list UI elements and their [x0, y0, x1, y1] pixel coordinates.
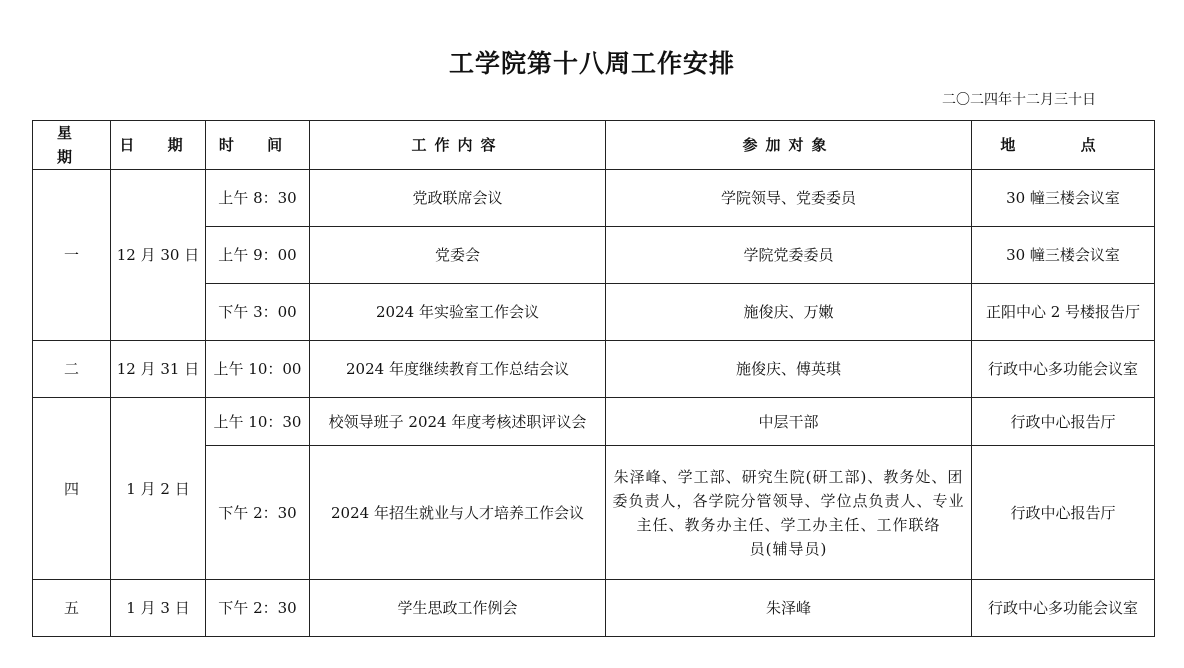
date-cell: 1 月 3 日: [111, 580, 206, 637]
table-row: [33, 398, 1155, 446]
attendees-text-tail: 员(辅导员): [749, 539, 828, 558]
document-date: 二〇二四年十二月三十日: [942, 92, 1096, 108]
attendees-cell: 朱泽峰: [606, 580, 972, 637]
attendees-cell: 学院领导、党委委员: [606, 170, 972, 227]
table-row: [33, 341, 1155, 398]
location-cell: 行政中心报告厅: [972, 398, 1155, 446]
weekday-cell: 一: [33, 170, 111, 341]
content-cell: 2024 年招生就业与人才培养工作会议: [310, 446, 606, 580]
attendees-cell: [606, 446, 972, 580]
time-cell: 上午 9：00: [206, 227, 310, 284]
content-cell: 2024 年实验室工作会议: [310, 284, 606, 341]
schedule-table: [32, 120, 1155, 637]
weekday-cell: 五: [33, 580, 111, 637]
table-header-row: [33, 121, 1155, 170]
location-cell: 行政中心多功能会议室: [972, 580, 1155, 637]
location-cell: 行政中心多功能会议室: [972, 341, 1155, 398]
time-cell: 下午 2：30: [206, 446, 310, 580]
attendees-cell: 施俊庆、万嫩: [606, 284, 972, 341]
time-cell: 下午 2：30: [206, 580, 310, 637]
content-cell: 党政联席会议: [310, 170, 606, 227]
attendees-cell: 施俊庆、傅英琪: [606, 341, 972, 398]
table-row: [33, 170, 1155, 227]
content-cell: 2024 年度继续教育工作总结会议: [310, 341, 606, 398]
content-cell: 党委会: [310, 227, 606, 284]
date-cell: 1 月 2 日: [111, 398, 206, 580]
weekday-cell: 四: [33, 398, 111, 580]
header-attendees: 参加对象: [606, 121, 972, 170]
table-row: [33, 580, 1155, 637]
header-time: 时 间: [206, 121, 310, 170]
time-cell: 上午 8：30: [206, 170, 310, 227]
location-cell: 行政中心报告厅: [972, 446, 1155, 580]
attendees-cell: 学院党委委员: [606, 227, 972, 284]
date-cell: 12 月 31 日: [111, 341, 206, 398]
header-location: 地 点: [972, 121, 1155, 170]
header-date: 日 期: [111, 121, 206, 170]
time-cell: 上午 10：30: [206, 398, 310, 446]
location-cell: 30 幢三楼会议室: [972, 227, 1155, 284]
attendees-cell: 中层干部: [606, 398, 972, 446]
date-cell: 12 月 30 日: [111, 170, 206, 341]
content-cell: 校领导班子 2024 年度考核述职评议会: [310, 398, 606, 446]
time-cell: 下午 3：00: [206, 284, 310, 341]
page-title: 工学院第十八周工作安排: [448, 49, 735, 78]
location-cell: 30 幢三楼会议室: [972, 170, 1155, 227]
attendees-text: 朱泽峰、学工部、研究生院(研工部)、教务处、团委负责人，各学院分管领导、学位点负责人、专业主任、教务办主任、学工办主任、工作联络: [612, 467, 965, 534]
location-cell: 正阳中心 2 号楼报告厅: [972, 284, 1155, 341]
header-weekday: 星 期: [33, 121, 111, 170]
content-cell: 学生思政工作例会: [310, 580, 606, 637]
time-cell: 上午 10：00: [206, 341, 310, 398]
weekday-cell: 二: [33, 341, 111, 398]
header-content: 工作内容: [310, 121, 606, 170]
